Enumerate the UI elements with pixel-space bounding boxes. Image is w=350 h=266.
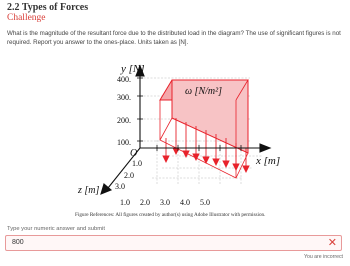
z-tick-label: 2.0 xyxy=(124,171,134,180)
figure-caption: Figure References: All figures created by author(s) using Adobe Illustrator with permission. xyxy=(75,212,266,218)
z-tick-label: 3.0 xyxy=(115,182,125,191)
y-axis-label: y [N] xyxy=(121,63,145,75)
section-subtitle: Challenge xyxy=(7,13,46,23)
z-axis-label: z [m] xyxy=(78,185,100,196)
y-tick-label: 100. xyxy=(117,138,131,147)
x-tick-label: 5.0 xyxy=(200,198,210,207)
y-tick-label: 300. xyxy=(117,93,131,102)
answer-value: 800 xyxy=(12,239,24,246)
x-tick-label: 2.0 xyxy=(140,198,150,207)
x-axis-arrowhead xyxy=(260,144,270,152)
y-tick-label: 200. xyxy=(117,116,131,125)
answer-status: You are incorrect xyxy=(303,254,343,260)
x-tick-label: 3.0 xyxy=(160,198,170,207)
answer-prompt: Type your numeric answer and submit xyxy=(7,226,105,232)
x-axis-label: x [m] xyxy=(256,155,281,167)
incorrect-x-icon: ✕ xyxy=(327,237,337,249)
origin-label: O xyxy=(130,148,138,159)
load-label: ω [N/m²] xyxy=(185,86,223,97)
z-tick-label: 1.0 xyxy=(132,159,142,168)
section-title: 2.2 Types of Forces xyxy=(7,2,89,13)
question-text: What is the magnitude of the resultant force due to the distributed load in the diagram? The use of significant figures is not required. Report you answer to the ones-place. Units taken as [N]. xyxy=(7,30,341,46)
x-tick-label: 1.0 xyxy=(120,198,130,207)
answer-input[interactable] xyxy=(5,235,342,251)
y-tick-label: 400. xyxy=(117,75,131,84)
x-tick-label: 4.0 xyxy=(180,198,190,207)
